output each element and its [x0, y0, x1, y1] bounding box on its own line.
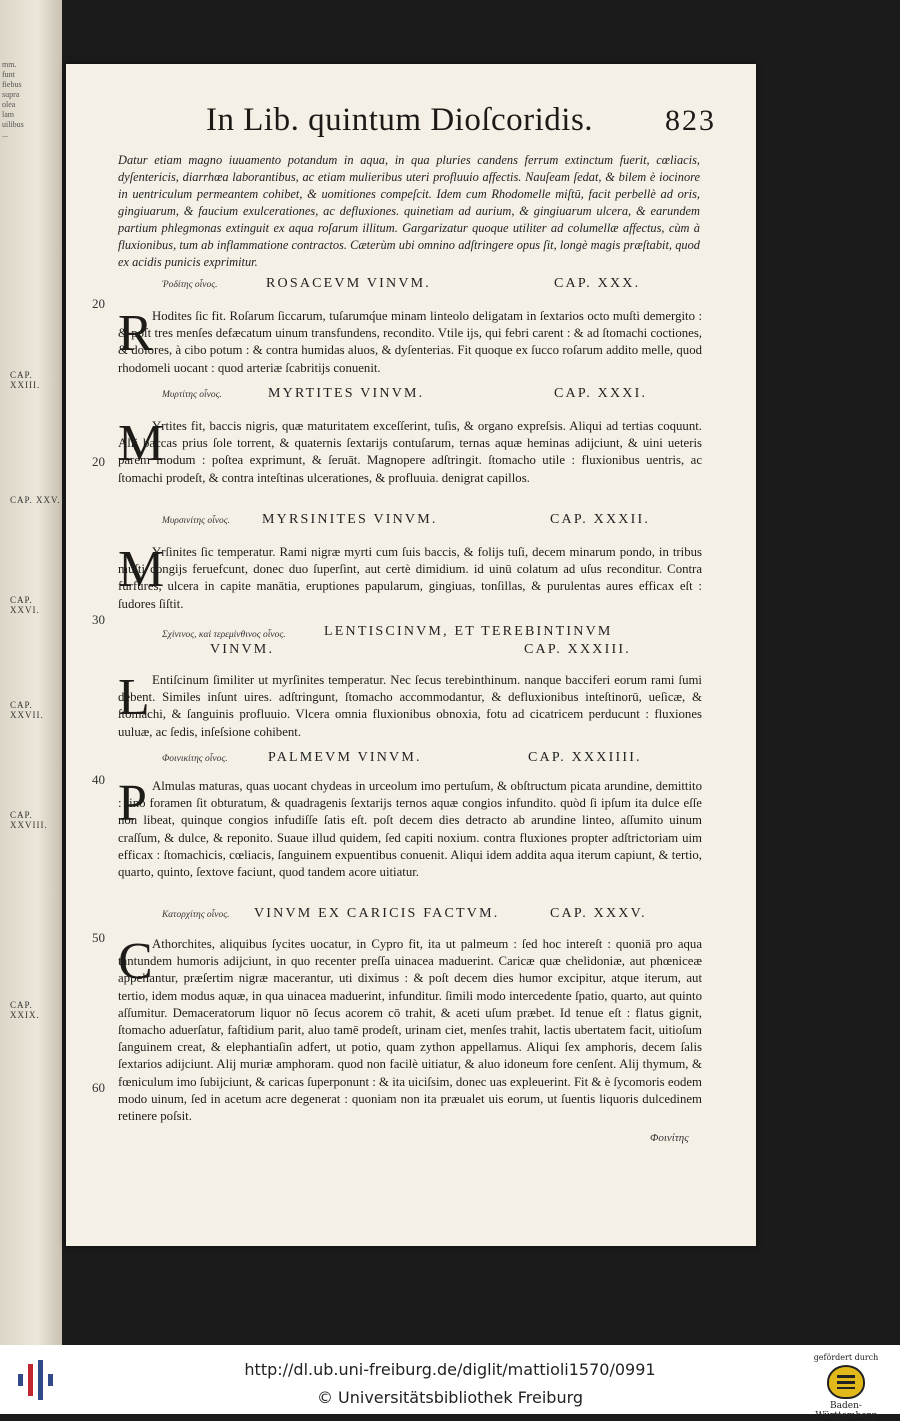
funder-badge[interactable] [800, 1353, 892, 1421]
intro-paragraph: Datur etiam magno iuuamento potandum in aqua, in qua pluries candens ferrum extinctum fuerit, cœliacis, dyſentericis, diarrhœa laborantibus, ac etiam mulieribus uteri profluuio affectis. Nauſeam ſedat, & bilem è iocinore in uentriculum permeantem cohibet, & uomitiones compeſcit. Idem cum Rhodomelle miſtū, facit perbellè ad oris, gingiuarum, & faucium exulcerationes, ac defluxiones. quinetiam ad aurium, & gingiuarum ulcera, & earundem partium phlegmonas extinguit ex aqua roſarum illitum. Gargarizatur quoque utiliter ad columellæ affectus, cùm à fluxionibus, tum ab inflammatione contractos. Cæterùm ubi omnino adſtringere opus ſit, longè magis præſtabit, quod ex acidis punicis exprimitur. [118, 153, 700, 269]
page-number: 823 [665, 104, 716, 137]
section-title: LENTISCINVM, ET TEREBINTINVM [324, 624, 613, 639]
section-title: ROSACEVM VINVM. [266, 276, 431, 291]
section-heading [118, 512, 700, 532]
viewer-footer [0, 1345, 900, 1421]
line-number: 30 [92, 612, 105, 627]
section-title: MYRTITES VINVM. [268, 386, 425, 401]
section-title: MYRSINITES VINVM. [262, 512, 438, 527]
section-title: VINVM EX CARICIS FACTVM. [254, 906, 500, 921]
baden-wuerttemberg-seal-icon [827, 1365, 865, 1399]
page-header [206, 102, 726, 146]
chapter-number: CAP. XXXIIII. [528, 750, 642, 765]
left-page-cap: CAP. XXV. [10, 495, 61, 505]
section-heading [118, 750, 700, 770]
section-heading [118, 386, 700, 406]
chapter-number: CAP. XXXIII. [524, 642, 631, 657]
copyright-notice: © Universitätsbibliothek Freiburg [316, 1388, 584, 1407]
section-body: Yrtites fit, baccis nigris, quæ maturitatem exceſſerint, tuſis, & organo expreſsis. Aliqui ad tertias coquunt. Alij baccas prius ſole torrent, & quaternis ſextarijs contuſarum, ternas aquæ heminas adijciunt, & uini ueteris parem modum : poſtea exprimunt, & ſeruāt. Magnopere adſtringit. ſtomacho utile : fluxionibus uentris, ac ſtomachi prodeſt, & contra inteſtinas ulcerationes, & profluuia. denigrat capillos. [118, 419, 702, 485]
drop-cap: R [118, 305, 153, 362]
left-page-cap: CAP. XXIX. [10, 1000, 40, 1020]
section-title: PALMEVM VINVM. [268, 750, 422, 765]
left-page-text: mm. funt fiebus supra olea lam uilibus ... [2, 60, 24, 139]
greek-name: Μυρτίτης οἶνος. [162, 390, 222, 400]
running-title: In Lib. quintum Dioſcoridis. [206, 102, 594, 138]
drop-cap: P [118, 775, 147, 832]
chapter-number: CAP. XXXII. [550, 512, 651, 527]
drop-cap: M [118, 415, 165, 472]
catchword: Φοινίτης [650, 1132, 689, 1144]
chapter-number: CAP. XXX. [554, 276, 641, 291]
drop-cap: L [118, 669, 150, 726]
left-page-cap: CAP. XXIII. [10, 370, 41, 390]
drop-cap: C [118, 933, 153, 990]
chapter-number: CAP. XXXI. [554, 386, 648, 401]
line-number: 60 [92, 1080, 105, 1095]
line-number: 50 [92, 930, 105, 945]
line-number: 40 [92, 772, 105, 787]
left-page-cap: CAP. XXVII. [10, 700, 44, 720]
section-body: Almulas maturas, quas uocant chydeas in urceolum imo pertuſum, & obſtructum picata arundine, demittito : lino foramen ſit obturatum, & quadragenis ſextarijs ternos aquæ congios infundito. quòd ſi ipſum ita dulce eſſe non libeat, quinque congios infudiſſe ſatis eſt. poſt decem dies detracto ab arundine linteo, aſſumito uinum craſſum, & dulce, & reponito. Suaue illud quidem, ſed capiti noxium. contra fluxiones propter adſtrictoriam uim efficax : ſtomachicis, cœliacis, ſanguinem expuentibus conuenit. Aliqui idem addita aqua iterum capiunt, & tertio, quarto, quinto, ſextove faciunt, quod tandem acore uitiatur. [118, 779, 702, 880]
funder-name: Baden-Württemberg [815, 1401, 877, 1421]
section-heading [118, 906, 700, 926]
left-page-cap: CAP. XXVI. [10, 595, 40, 615]
document-url-link[interactable]: http://dl.ub.uni-freiburg.de/diglit/mattioli1570/0991 [244, 1360, 656, 1379]
left-page-cap: CAP. XXVIII. [10, 810, 48, 830]
section-body: Entiſcinum ſimiliter ut myrſinites temperatur. Nec ſecus terebinthinum. nanque bacciferi eorum rami ſumi debent. Similes inſunt uires. adſtringunt, ſtomacho accommodantur, & defluxionibus inteſtinorū, ueſicæ, & ſtomachi, & ſanguinis profluuio. Vlcera omnia fluxionibus obnoxia, fotu ad cicatricem perducunt : fluxiones uuluæ, ac ſedis, inſeſsione cohibent. [118, 673, 702, 739]
book-page [66, 64, 756, 1246]
section-body: Hodites ſic fit. Roſarum ſiccarum, tuſarumq́ue minam linteolo deligatam in ſextarios octo muſti demergito : & poſt tres menſes defæcatum uinum transfundens, recondito. Vtile ijs, qui febri carent : & ad ſtomachi coctiones, & dolores, à cibo potum : & contra humidas aluos, & dyſenterias. Fit quoque ex ſucco roſarum addito melle, quod rhodomeli uocant : quod arteriæ ſcabritijs conuenit. [118, 309, 702, 375]
greek-name: Φοινικίτης οἶνος. [162, 754, 228, 764]
line-number: 20 [92, 454, 105, 469]
section-heading [118, 624, 700, 664]
greek-name: Ῥοδίτης οἶνος. [162, 280, 218, 290]
greek-name: Μυρσινίτης οἶνος. [162, 516, 230, 526]
section-title-continued: VINVM. [210, 642, 275, 657]
left-page-edge [0, 0, 62, 1345]
greek-name: Σχίνινος, καὶ τερεμίνθινος οἶνος. [162, 630, 286, 640]
drop-cap: M [118, 541, 165, 598]
greek-name: Κατορχίτης οἶνος. [162, 910, 230, 920]
section-body: Athorchites, aliquibus ſycites uocatur, in Cypro fit, ita ut palmeum : ſed hoc intereſt : quoniā pro aqua tantundem humoris adijciunt, in quo recenter preſſa uinacea maduerint. Caricæ quæ chelidoniæ, aut phœniceæ appellantur, præſertim nigræ macerantur, uti diximus : & poſt decem dies humor excipitur, atque iterum, aut tertio, idem modus aquæ, in qua uinacea maduerint, infunditur. ſimili modo intercedente ſpatio, quarto, aut quinto aſſumitur. Demaceratorum liquor nō ſecus acorem cō trahit, & aceti uſum præbet. Id tenue eſt : flatus gignit, ſtomacho aduerſatur, faſtidium parit, aluo tamē prodeſt, urinam ciet, menſes trahit, lactis ubertatem facit, uitioſum ſanguinem creat, & elephantiaſin adfert, ut potio, quam zython appellamus. Aliqui ſex amphoris, decem ſalis ſextarios adijciunt. Alij muriæ amphoram. quod non facilè uitiatur, & aluo idoneum fore cenſent. Alij thymum, & fœniculum imo ſubijciunt, & caricas ſuperponunt : & ita uiciſsim, donec uas expleuerint. Fit & è ſycomoris eodem modo uinum, ſed in acetum acre degenerat : quoniam non ita præualet uis eorum, ut ſuentis liquoris dulcedinem retinere poſsit. [118, 937, 702, 1124]
chapter-number: CAP. XXXV. [550, 906, 647, 921]
line-number: 20 [92, 296, 105, 311]
section-body: Yrſinites ſic temperatur. Rami nigræ myrti cum ſuis baccis, & folijs tuſi, decem minarum pondo, in tribus muſti congijs feruefcunt, donec duo ſuperſint, aut certè dimidium. id uinū colatum ad uſus reconditur. Contra furfures, ulcera in capite manātia, eruptiones papularum, gingiuas, tonſillas, & purulentas aures efficax eſt : ſudores ſiſtit. [118, 545, 702, 611]
funder-top-text: gefördert durch [813, 1353, 879, 1362]
section-heading [118, 276, 700, 296]
